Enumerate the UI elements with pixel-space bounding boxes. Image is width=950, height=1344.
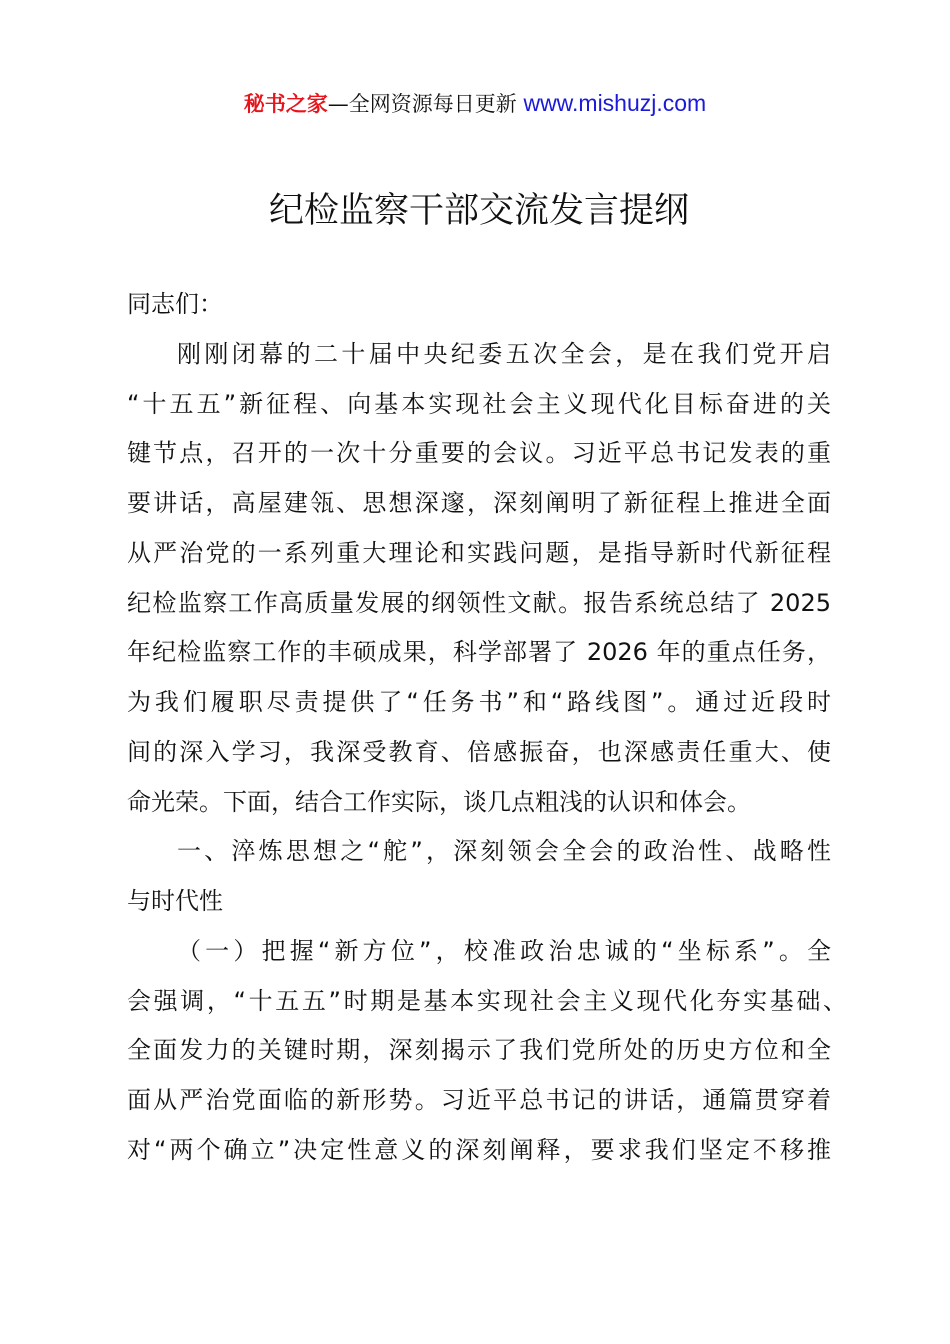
paragraph-line: 年纪检监察工作的丰硕成果，科学部署了 2026 年的重点任务，	[127, 638, 831, 667]
paragraph-line: 要讲话，高屋建瓴、思想深邃，深刻阐明了新征程上推进全面	[127, 489, 831, 517]
document-title: 纪检监察干部交流发言提纲	[268, 191, 689, 231]
paragraph-line: 纪检监察工作高质量发展的纲领性文献。报告系统总结了 2025	[127, 588, 831, 617]
greeting: 同志们：	[127, 290, 223, 318]
site-url-link[interactable]: www.mishuzj.com	[523, 90, 707, 116]
site-header	[0, 88, 950, 118]
paragraph-line: 为我们履职尽责提供了“任务书”和“路线图”。通过近段时	[127, 688, 831, 716]
paragraph-line: 会强调，“十五五”时期是基本实现社会主义现代化夯实基础、	[127, 986, 847, 1015]
paragraph-line: 对“两个确立”决定性意义的深刻阐释，要求我们坚定不移推	[127, 1135, 831, 1164]
paragraph-line: “十五五”新征程、向基本实现社会主义现代化目标奋进的关	[127, 389, 831, 418]
paragraph-line: 从严治党的一系列重大理论和实践问题，是指导新时代新征程	[127, 538, 831, 567]
paragraph-line: 全面发力的关键时期，深刻揭示了我们党所处的历史方位和全	[127, 1036, 831, 1065]
section-heading-line: 与时代性	[127, 887, 223, 915]
paragraph-line: 面从严治党面临的新形势。习近平总书记的讲话，通篇贯穿着	[127, 1086, 831, 1114]
document-body	[127, 286, 847, 1182]
paragraph-line: 键节点，召开的一次十分重要的会议。习近平总书记发表的重	[127, 439, 831, 468]
paragraph-line: （一）把握“新方位”，校准政治忠诚的“坐标系”。全	[177, 936, 831, 965]
paragraph-line: 间的深入学习，我深受教育、倍感振奋，也深感责任重大、使	[127, 737, 831, 766]
site-brand: 秘书之家	[243, 92, 328, 116]
paragraph-line: 刚刚闭幕的二十届中央纪委五次全会，是在我们党开启	[177, 339, 831, 368]
site-tagline: —全网资源每日更新	[327, 92, 524, 116]
section-heading-line: 一、淬炼思想之“舵”，深刻领会全会的政治性、战略性	[177, 837, 831, 866]
paragraph-line: 命光荣。下面，结合工作实际，谈几点粗浅的认识和体会。	[127, 787, 751, 816]
